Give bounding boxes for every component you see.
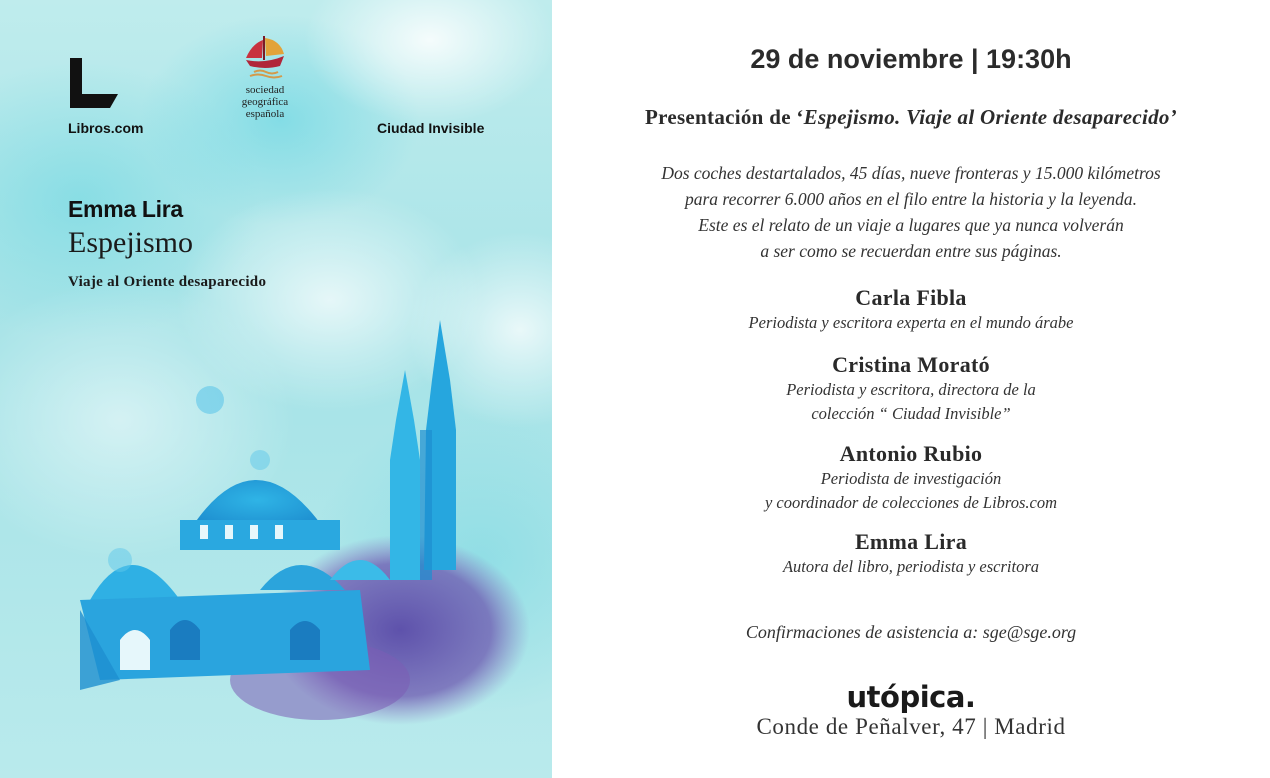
speaker-name: Antonio Rubio <box>839 441 983 466</box>
collection-label: Ciudad Invisible <box>377 120 485 136</box>
speaker-role-line: Autora del libro, periodista y escritora <box>782 557 1040 576</box>
book-title: Espejismo <box>68 226 193 259</box>
speaker-block <box>552 352 1270 426</box>
ship-logo-icon <box>240 30 290 80</box>
book-author: Emma Lira <box>68 196 183 222</box>
speaker-role-line: Periodista y escritora, directora de la <box>786 380 1036 399</box>
description-line: para recorrer 6.000 años en el filo entre la historia y la leyenda. <box>684 189 1138 209</box>
book-subtitle: Viaje al Oriente desaparecido <box>68 274 267 290</box>
speaker-block <box>552 285 1270 335</box>
description-line: Este es el relato de un viaje a lugares que ya nunca volverán <box>698 215 1124 235</box>
event-datetime: 29 de noviembre | 19:30h <box>750 44 1072 74</box>
speaker-role <box>552 555 1270 579</box>
presentation-heading <box>552 105 1270 130</box>
speaker-role <box>552 311 1270 335</box>
speaker-role <box>552 378 1270 426</box>
event-info-panel <box>552 0 1270 778</box>
society-line: sociedad <box>245 84 285 96</box>
society-name <box>232 84 298 120</box>
description-line: a ser como se recuerdan entre sus páginas. <box>760 241 1062 261</box>
speaker-block <box>552 529 1270 579</box>
libros-logo-icon <box>68 58 120 110</box>
speaker-role-line: y coordinador de colecciones de Libros.com <box>764 493 1058 512</box>
speaker-role-line: Periodista de investigación <box>820 469 1002 488</box>
book-cover <box>0 0 552 778</box>
publisher-label: Libros.com <box>68 120 144 136</box>
speaker-name: Emma Lira <box>854 529 968 554</box>
presentation-prefix: Presentación de ‘ <box>644 105 804 129</box>
rsvp-confirmation: Confirmaciones de asistencia a: sge@sge.org <box>745 622 1077 642</box>
presentation-title: Espejismo. Viaje al Oriente desaparecido’ <box>803 105 1178 129</box>
event-description <box>552 160 1270 264</box>
speaker-role <box>552 467 1270 515</box>
speaker-name: Cristina Morató <box>832 352 990 377</box>
venue-logo: utópica. <box>846 680 976 714</box>
society-line: española <box>245 108 285 120</box>
speaker-role-line: colección “ Ciudad Invisible” <box>811 404 1011 423</box>
speaker-block <box>552 441 1270 515</box>
venue-address: Conde de Peñalver, 47 | Madrid <box>756 714 1066 739</box>
speaker-role-line: Periodista y escritora experta en el mundo árabe <box>748 313 1074 332</box>
description-line: Dos coches destartalados, 45 días, nueve fronteras y 15.000 kilómetros <box>661 163 1161 183</box>
speaker-name: Carla Fibla <box>855 285 967 310</box>
mosque-watercolor-illustration <box>60 310 530 730</box>
society-line: geográfica <box>241 96 289 108</box>
